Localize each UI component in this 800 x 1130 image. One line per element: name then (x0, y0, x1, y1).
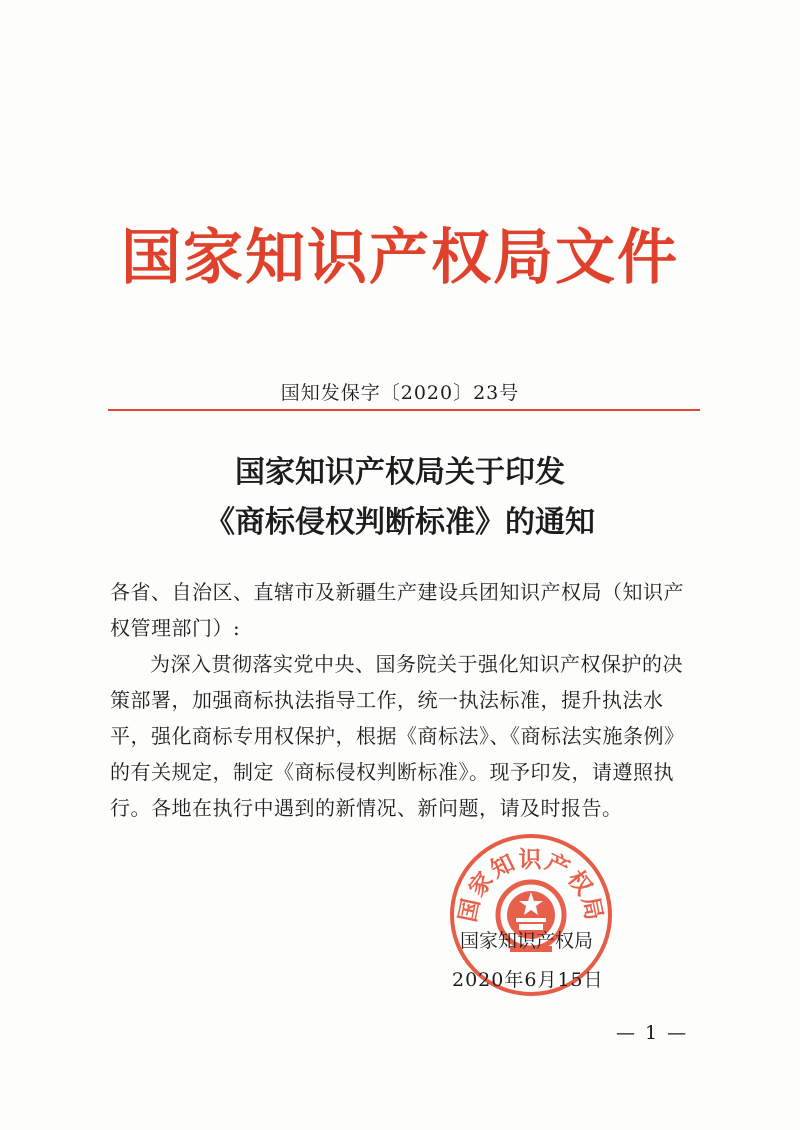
notice-title-line-1: 国家知识产权局关于印发 (235, 455, 565, 490)
notice-title (0, 448, 800, 548)
document-header-title: 国家知识产权局文件 (121, 223, 679, 293)
header-red-rule (108, 409, 700, 411)
seal-text: 国家知识产权局 (454, 846, 608, 925)
notice-title-line-2: 《商标侵权判断标准》的通知 (205, 505, 595, 540)
body-paragraph: 为深入贯彻落实党中央、国务院关于强化知识产权保护的决策部署，加强商标执法指导工作，统一执法标准，提升执法水平，强化商标专用权保护，根据《商标法》、《商标法实施条例》的有关规定，制定《商标侵权判断标准》。现予印发，请遵照执行。各地在执行中遇到的新情况、新问题，请及时报告。 (110, 652, 685, 820)
addressee: 各省、自治区、直辖市及新疆生产建设兵团知识产权局（知识产权管理部门）: (110, 580, 684, 640)
issuer-name: 国家知识产权局 (460, 930, 594, 952)
page-number: — 1 — (616, 1022, 689, 1044)
document-number: 国知发保字〔2020〕23号 (280, 382, 520, 404)
notice-body (110, 574, 702, 826)
issue-date: 2020年6月15日 (452, 969, 604, 991)
